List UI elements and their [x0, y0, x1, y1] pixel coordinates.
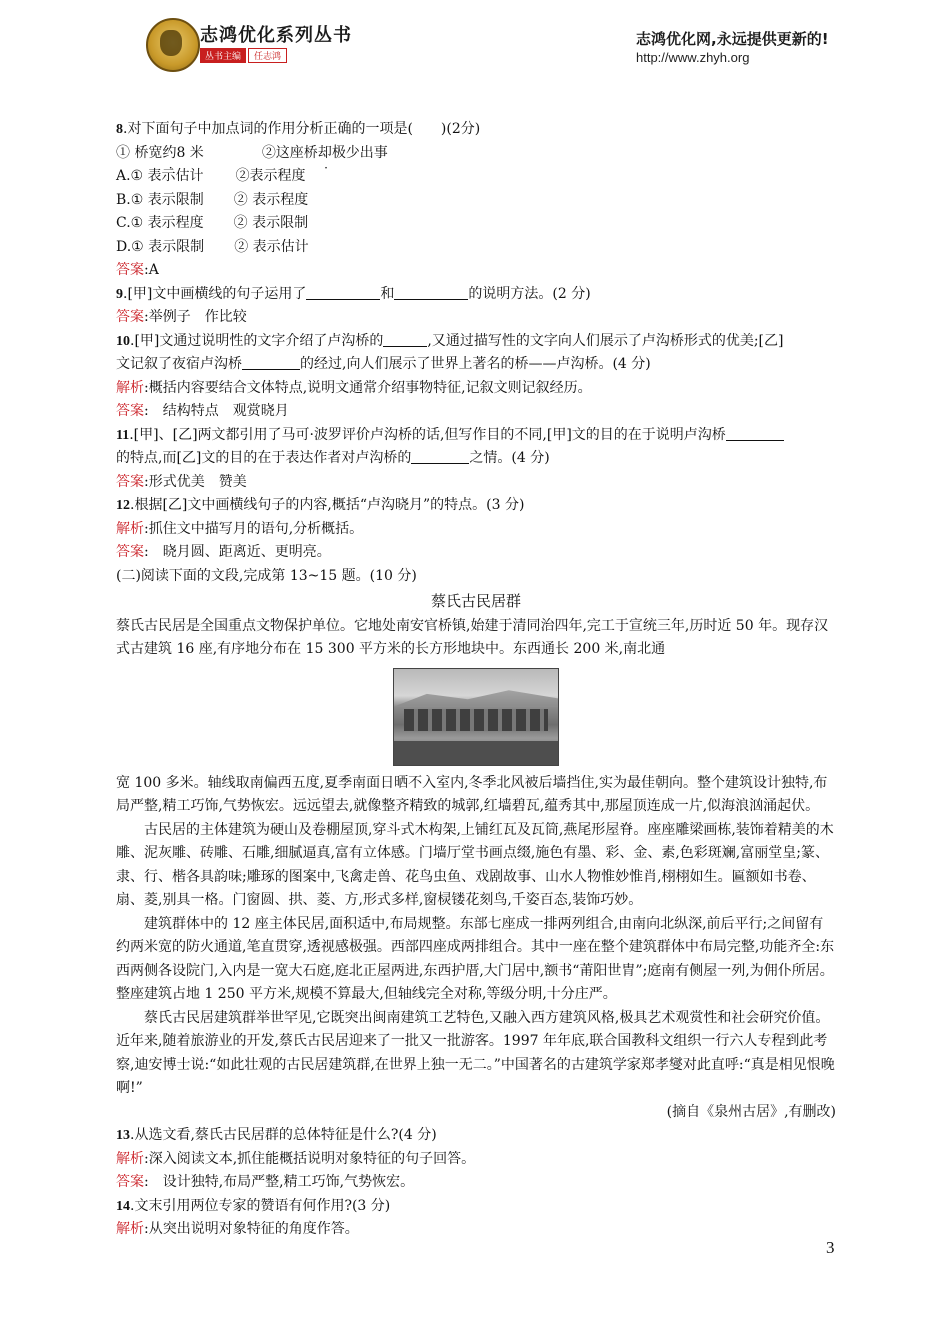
series-logo-icon: [146, 18, 200, 72]
series-title: 志鸿优化系列丛书: [200, 25, 352, 46]
photo-hill: [394, 689, 558, 707]
editor-label: 丛书主编: [200, 48, 246, 63]
passage-para-4: 蔡氏古民居建筑群举世罕见,它既突出闽南建筑工艺特色,又融入西方建筑风格,极具艺术观赏性和社会研究价值。近年来,随着旅游业的开发,蔡氏古民居迎来了一批又一批游客。1997 年年底,联合国教科文组织一行六人专程到此考察,迪安博士说:“如此壮观的古民居建筑群,在世界上独一无二。”中国著名的古建筑学家郑孝燮对此直呼:“真是相见恨晚啊!”: [116, 1009, 835, 1096]
q9-answer: 答案:举例子 作比较: [116, 309, 247, 325]
question-12: 12.根据[乙]文中画横线句子的内容,概括“卢沟晓月”的特点。(3 分): [116, 497, 525, 513]
page-number: 3: [826, 1238, 835, 1257]
q10-answer: 答案: 结构特点 观赏晓月: [116, 403, 289, 419]
q13-answer: 答案: 设计独特,布局严整,精工巧饰,气势恢宏。: [116, 1174, 415, 1190]
question-11-cont: 的特点,而[乙]文的目的在于表达作者对卢沟桥的 之情。(4 分): [116, 450, 550, 466]
q11-answer: 答案:形式优美 赞美: [116, 473, 247, 490]
header-url[interactable]: http://www.zhyh.org: [636, 50, 750, 65]
q8-sentences: ① 桥宽约8 米 ②这座桥却极少出事: [116, 144, 388, 161]
question-13: 13.从选文看,蔡氏古民居群的总体特征是什么?(4 分): [116, 1127, 437, 1143]
question-14: 14.文末引用两位专家的赞语有何作用?(3 分): [116, 1197, 391, 1214]
passage-source: (摘自《泉州古居》,有删改): [666, 1103, 836, 1120]
q8-option-c: C.① 表示程度 ② 表示限制: [116, 215, 309, 231]
q14-analysis: 解析:从突出说明对象特征的角度作答。: [116, 1221, 359, 1237]
q12-answer: 答案: 晓月圆、距离近、更明亮。: [116, 544, 331, 560]
answer-blank: [411, 448, 469, 464]
answer-blank: [383, 331, 427, 347]
q8-answer: 答案:A: [116, 262, 159, 278]
question-8: 8.对下面句子中加点词的作用分析正确的一项是( )(2分): [116, 121, 481, 137]
q8-option-d: D.① 表示限制 ② 表示估计: [116, 238, 309, 255]
passage-title: 蔡氏古民居群: [430, 592, 521, 610]
q10-analysis: 解析:概括内容要结合文体特点,说明文通常介绍事物特征,记叙文则记叙经历。: [116, 379, 592, 396]
answer-blank: [306, 284, 380, 300]
passage-para-1a: 蔡氏古民居是全国重点文物保护单位。它地处南安官桥镇,始建于清同治四年,完工于宣统三年,历时近 50 年。现存汉式古建筑 16 座,有序地分布在 15 300 平方米的长方形地块中。东西通长 200 米,南北通: [116, 617, 829, 657]
page-header: [0, 0, 950, 90]
q8-option-b: B.① 表示限制 ② 表示程度: [116, 191, 309, 208]
question-10-cont: 文记叙了夜宿卢沟桥 的经过,向人们展示了世界上著名的桥——卢沟桥。(4 分): [116, 356, 651, 372]
q8-option-a: A.① 表示估计 ②表示程度: [116, 168, 306, 184]
dotted-word-2: 却: [317, 144, 332, 161]
question-11: 11.[甲]、[乙]两文都引用了马可·波罗评价卢沟桥的话,但写作目的不同,[甲]文的目的在于说明卢沟桥: [116, 424, 836, 448]
q13-analysis: 解析:深入阅读文本,抓住能概括说明对象特征的句子回答。: [116, 1150, 476, 1167]
passage-para-3: 建筑群体中的 12 座主体民居,面积适中,布局规整。东部七座成一排两列组合,由南向北纵深,前后平行;之间留有约两米宽的防火通道,笔直贯穿,透视感极强。西部四座成两排组合。其中一座在整个建筑群体中布局完整,功能齐全:东西两侧各设院门,入内是一宽大石庭,庭北正屋两进,东西护厝,大门居中,额书“莆阳世胄”;庭南有侧屋一列,为佣仆所居。整座建筑占地 1 250 平方米,规模不算最大,但轴线完全对称,等级分明,十分庄严。: [116, 915, 835, 1002]
passage-para-2: 古民居的主体建筑为硬山及卷棚屋顶,穿斗式木构架,上铺红瓦及瓦筒,燕尾形屋脊。座座雕梁画栋,装饰着精美的木雕、泥灰雕、砖雕、石雕,细腻逼真,富有立体感。门墙厅堂书画点缀,施色有墨、彩、金、素,色彩斑斓,富丽堂皇;篆、隶、行、楷各具韵味;雕琢的图案中,飞禽走兽、花鸟虫鱼、戏剧故事、山水人物惟妙惟肖,栩栩如生。匾额如书卷、扇、菱,别具一格。门窗圆、拱、菱、方,形式多样,窗棂镂花刻鸟,千姿百态,装饰巧妙。: [116, 821, 834, 908]
editor-badge: [200, 48, 287, 63]
answer-blank: [726, 425, 784, 441]
village-photo: [393, 668, 559, 766]
question-9: 9.[甲]文中画横线的句子运用了 和 的说明方法。(2 分): [116, 285, 591, 302]
q12-analysis: 解析:抓住文中描写月的语句,分析概括。: [116, 520, 364, 537]
answer-blank: [394, 284, 468, 300]
document-body: [116, 118, 836, 1242]
photo-roofs: [404, 709, 548, 731]
editor-name: 任志鸿: [248, 48, 287, 63]
answer-blank: [242, 354, 300, 370]
passage-para-1b: 宽 100 多米。轴线取南偏西五度,夏季南面日晒不入室内,冬季北风被后墙挡住,实为最佳朝向。整个建筑设计独特,布局严整,精工巧饰,气势恢宏。远远望去,就像整齐精致的城郭,红墙碧瓦,蕴秀其中,那屋顶连成一片,似海浪汹涌起伏。: [116, 774, 828, 814]
question-10: 10.[甲]文通过说明性的文字介绍了卢沟桥的 ,又通过描写性的文字向人们展示了卢沟桥形式的优美;[乙]: [116, 332, 784, 349]
header-slogan: 志鸿优化网,永远提供更新的!: [636, 30, 829, 48]
photo-ground: [394, 741, 558, 765]
dotted-word-1: 约: [162, 144, 177, 161]
section-intro: (二)阅读下面的文段,完成第 13~15 题。(10 分): [116, 567, 417, 584]
